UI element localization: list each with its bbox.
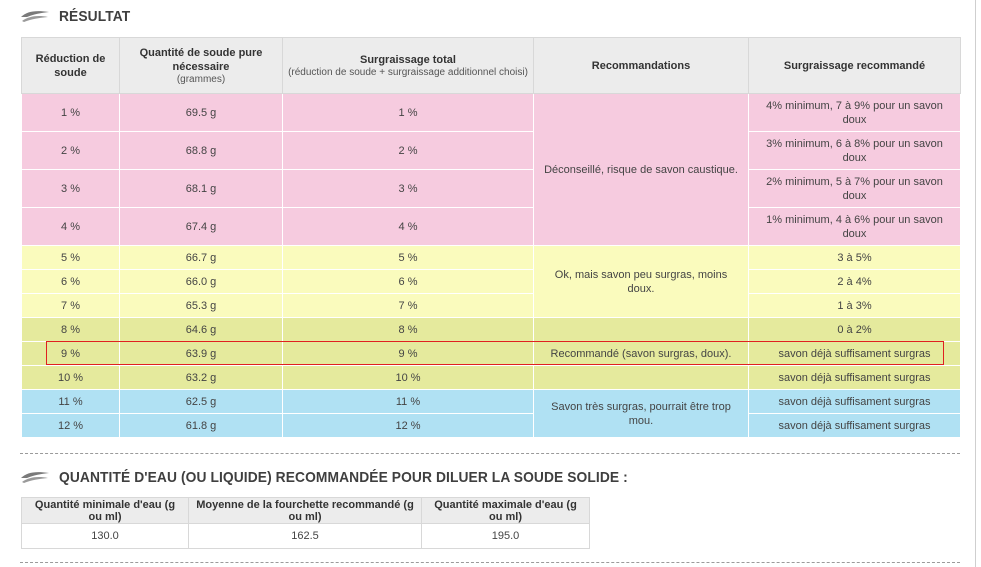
- feather-swoosh-icon: [20, 470, 50, 486]
- table-row-selected: [22, 342, 961, 366]
- cell-recommended: savon déjà suffisament surgras: [749, 414, 961, 438]
- result-title: RÉSULTAT: [59, 8, 131, 25]
- cell-recommendation-olive: Recommandé (savon surgras, doux).: [534, 342, 749, 366]
- header-surgras-total: [283, 38, 534, 94]
- cell-quantity: 67.4 g: [120, 208, 283, 246]
- table-row: [22, 94, 961, 132]
- feather-swoosh-icon: [20, 9, 50, 25]
- cell-reduction: 1 %: [22, 94, 120, 132]
- cell-reduction: 3 %: [22, 170, 120, 208]
- result-section-heading: [20, 8, 136, 25]
- cell-quantity: 68.1 g: [120, 170, 283, 208]
- cell-reduction: 6 %: [22, 270, 120, 294]
- header-quantity-sub: (grammes): [176, 73, 226, 85]
- header-water-avg: Moyenne de la fourchette recommandé (g ou ml): [189, 498, 422, 524]
- cell-quantity: 62.5 g: [120, 390, 283, 414]
- header-quantity-label: Quantité de soude pure nécessaire: [139, 46, 263, 73]
- section-divider: [20, 562, 960, 563]
- cell-quantity: 64.6 g: [120, 318, 283, 342]
- cell-quantity: 65.3 g: [120, 294, 283, 318]
- cell-total: 8 %: [283, 318, 534, 342]
- cell-total: 4 %: [283, 208, 534, 246]
- cell-reduction: 8 %: [22, 318, 120, 342]
- water-table: [21, 497, 590, 549]
- water-section-heading: [20, 469, 677, 486]
- cell-quantity: 69.5 g: [120, 94, 283, 132]
- table-row: [22, 366, 961, 390]
- cell-reduction: 11 %: [22, 390, 120, 414]
- water-min-value: 130.0: [22, 524, 189, 549]
- cell-quantity: 61.8 g: [120, 414, 283, 438]
- cell-recommended: 3 à 5%: [749, 246, 961, 270]
- header-water-min: Quantité minimale d'eau (g ou ml): [22, 498, 189, 524]
- table-row: [22, 246, 961, 270]
- cell-total: 1 %: [283, 94, 534, 132]
- header-quantity: [120, 38, 283, 94]
- header-recommendations: Recommandations: [534, 38, 749, 94]
- cell-recommendation-pink: Déconseillé, risque de savon caustique.: [534, 94, 749, 246]
- water-table-header: [22, 498, 590, 524]
- cell-reduction: 7 %: [22, 294, 120, 318]
- cell-total: 3 %: [283, 170, 534, 208]
- cell-reduction: 9 %: [22, 342, 120, 366]
- cell-reduction: 12 %: [22, 414, 120, 438]
- cell-recommended: 4% minimum, 7 à 9% pour un savon doux: [749, 94, 961, 132]
- cell-quantity: 66.0 g: [120, 270, 283, 294]
- table-row: [22, 318, 961, 342]
- table-row: [22, 170, 961, 208]
- cell-recommended: savon déjà suffisament surgras: [749, 366, 961, 390]
- cell-recommended: 2 à 4%: [749, 270, 961, 294]
- cell-total: 9 %: [283, 342, 534, 366]
- table-row: [22, 132, 961, 170]
- header-reduction-label: Réduction de soude: [35, 52, 106, 79]
- cell-recommendation-yellow: Ok, mais savon peu surgras, moins doux.: [534, 246, 749, 318]
- cell-total: 11 %: [283, 390, 534, 414]
- cell-total: 2 %: [283, 132, 534, 170]
- header-water-max: Quantité maximale d'eau (g ou ml): [422, 498, 590, 524]
- cell-reduction: 5 %: [22, 246, 120, 270]
- table-row: [22, 390, 961, 414]
- page-right-border: [975, 0, 976, 567]
- water-max-value: 195.0: [422, 524, 590, 549]
- header-surgras-total-sub: (réduction de soude + surgraissage additionnel choisi): [288, 66, 528, 78]
- cell-reduction: 10 %: [22, 366, 120, 390]
- cell-recommended: 1% minimum, 4 à 6% pour un savon doux: [749, 208, 961, 246]
- cell-total: 12 %: [283, 414, 534, 438]
- cell-recommendation-olive-empty: [534, 318, 749, 342]
- cell-recommended: savon déjà suffisament surgras: [749, 342, 961, 366]
- cell-reduction: 4 %: [22, 208, 120, 246]
- header-surgras-total-label: Surgraissage total: [360, 53, 456, 66]
- cell-quantity: 63.2 g: [120, 366, 283, 390]
- result-table: [21, 37, 961, 438]
- cell-reduction: 2 %: [22, 132, 120, 170]
- water-title: QUANTITÉ D'EAU (OU LIQUIDE) RECOMMANDÉE POUR DILUER LA SOUDE SOLIDE :: [59, 469, 628, 486]
- cell-recommended: 2% minimum, 5 à 7% pour un savon doux: [749, 170, 961, 208]
- cell-recommended: 0 à 2%: [749, 318, 961, 342]
- section-divider: [20, 453, 960, 454]
- cell-recommendation-olive-empty: [534, 366, 749, 390]
- cell-recommendation-blue: Savon très surgras, pourrait être trop mou.: [534, 390, 749, 438]
- result-table-header: [22, 38, 961, 94]
- cell-quantity: 66.7 g: [120, 246, 283, 270]
- table-row: [22, 208, 961, 246]
- header-reduction: [22, 38, 120, 94]
- cell-total: 10 %: [283, 366, 534, 390]
- table-row: [22, 294, 961, 318]
- cell-recommended: 3% minimum, 6 à 8% pour un savon doux: [749, 132, 961, 170]
- water-avg-value: 162.5: [189, 524, 422, 549]
- cell-quantity: 68.8 g: [120, 132, 283, 170]
- cell-recommended: 1 à 3%: [749, 294, 961, 318]
- cell-total: 7 %: [283, 294, 534, 318]
- header-surgras-recommended: Surgraissage recommandé: [749, 38, 961, 94]
- table-row: [22, 414, 961, 438]
- cell-recommended: savon déjà suffisament surgras: [749, 390, 961, 414]
- cell-total: 5 %: [283, 246, 534, 270]
- cell-total: 6 %: [283, 270, 534, 294]
- table-row: [22, 270, 961, 294]
- cell-quantity: 63.9 g: [120, 342, 283, 366]
- water-values-row: [22, 524, 590, 549]
